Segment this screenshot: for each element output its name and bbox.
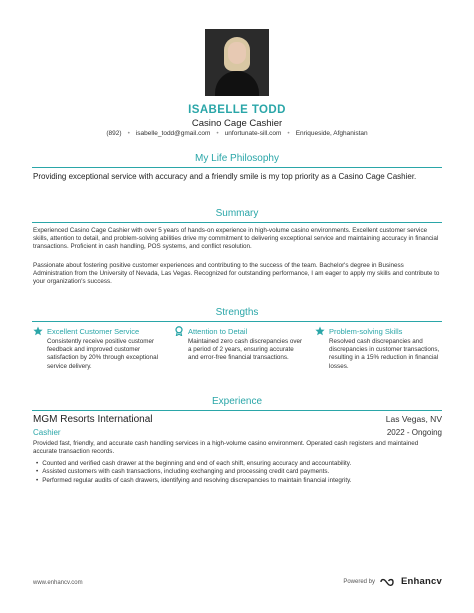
medal-icon <box>174 326 184 336</box>
job-summary: Provided fast, friendly, and accurate cash handling services in a high-volume casino environment. Operated cash registers and maintained accurate transaction records. <box>33 440 419 456</box>
candidate-name: ISABELLE TODD <box>188 104 286 116</box>
strength-title: Excellent Customer Service <box>47 326 140 336</box>
footer-website[interactable]: www.enhancv.com <box>33 580 83 586</box>
strength-title: Problem-solving Skills <box>329 326 403 336</box>
strength-description: Maintained zero cash discrepancies over a period of 2 years, ensuring accurate and error-free financial transactions. <box>188 338 303 362</box>
strength-item <box>174 326 304 363</box>
enhancv-logo-icon <box>380 577 396 587</box>
strength-description: Resolved cash discrepancies and discrepancies in customer transactions, resulting in a 15% reduction in financial losses. <box>329 338 440 370</box>
separator-dot: • <box>216 130 219 137</box>
section-divider <box>32 321 442 322</box>
enhancv-brand: Enhancv <box>401 576 442 587</box>
summary-heading: Summary <box>215 208 259 219</box>
strengths-heading: Strengths <box>215 307 259 318</box>
profile-photo <box>205 29 269 96</box>
contact-phone: (892) <box>106 130 122 137</box>
job-dates: 2022 - Ongoing <box>386 428 442 437</box>
strength-item <box>33 326 163 371</box>
summary-paragraph-2: Passionate about fostering positive customer experiences and contributing to the success of the team. Bachelor's degree in Business Administration from the University of Nevada, Las Vegas. Recognized for outstanding performance, I am eager to apply my skills and contribute to your organization's success. <box>33 262 440 286</box>
strength-title: Attention to Detail <box>188 326 248 336</box>
section-divider <box>32 222 442 223</box>
candidate-title: Casino Cage Cashier <box>191 118 283 129</box>
job-bullets <box>36 460 442 485</box>
separator-dot: • <box>287 130 290 137</box>
section-divider <box>32 167 442 168</box>
separator-dot: • <box>127 130 130 137</box>
list-item: • Performed regular audits of cash drawers, identifying and resolving discrepancies to maintain financial integrity. <box>36 476 352 484</box>
star-icon <box>315 326 325 336</box>
star-icon <box>33 326 43 336</box>
contact-row <box>0 130 474 137</box>
summary-paragraph-1: Experienced Casino Cage Cashier with over 5 years of hands-on experience in high-volume casino environments. Excellent customer service skills, attention to detail, and problem-solving abilities drive my commitment to delivering exceptional service and maintaining accuracy in financial transactions. Proficient in cash handling, POS systems, and conflict resolution. <box>33 227 439 251</box>
philosophy-heading: My Life Philosophy <box>195 153 279 164</box>
powered-by-label: Powered by <box>343 578 375 585</box>
philosophy-text: Providing exceptional service with accuracy and a friendly smile is my top priority as a Casino Cage Cashier. <box>33 172 417 181</box>
footer-powered-by <box>343 576 442 587</box>
strength-description: Consistently receive positive customer feedback and improved customer satisfaction by 20% through exceptional service delivery. <box>47 338 158 370</box>
job-location: Las Vegas, NV <box>385 414 442 424</box>
job-role: Cashier <box>33 428 61 437</box>
list-item: • Counted and verified cash drawer at the beginning and end of each shift, ensuring accuracy and accountability. <box>36 460 352 467</box>
contact-email[interactable]: isabelle_todd@gmail.com <box>135 130 211 137</box>
section-divider <box>32 410 442 411</box>
list-item: • Assisted customers with cash transactions, including exchanging and processing credit card payments. <box>36 468 330 476</box>
contact-location: Enriqueside, Afghanistan <box>295 130 368 137</box>
strength-item <box>315 326 445 371</box>
company-name: MGM Resorts International <box>33 414 153 425</box>
contact-website[interactable]: unfortunate-sill.com <box>224 130 282 137</box>
experience-heading: Experience <box>211 396 263 407</box>
